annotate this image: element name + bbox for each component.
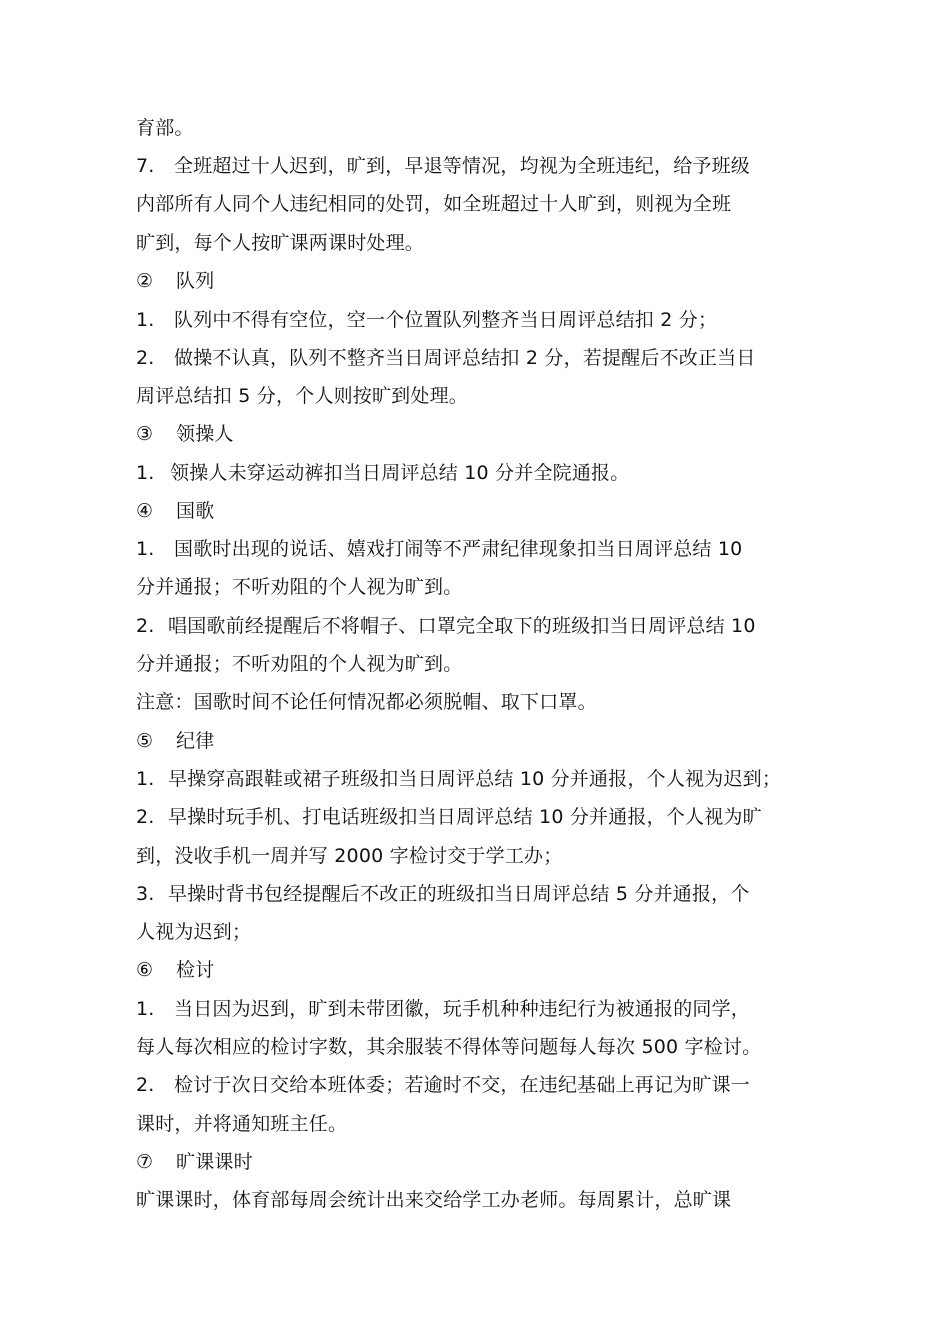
numbered-item bbox=[136, 881, 750, 907]
numbered-item bbox=[136, 804, 762, 830]
text-line bbox=[136, 115, 194, 141]
line-text: 当日因为迟到，旷到未带团徽，玩手机种种违纪行为被通报的同学， bbox=[174, 998, 751, 1020]
text-line bbox=[136, 843, 562, 869]
line-text: 旷课课时，体育部每周会统计出来交给学工办老师。每周累计，总旷课 bbox=[136, 1189, 732, 1211]
section-heading bbox=[136, 728, 214, 754]
item-number: 3. bbox=[136, 883, 155, 905]
section-heading bbox=[136, 498, 214, 524]
item-number: 2. bbox=[136, 806, 155, 828]
line-text: 旷到，每个人按旷课两课时处理。 bbox=[136, 232, 425, 254]
item-number: 1. bbox=[136, 998, 155, 1020]
text-line bbox=[136, 191, 731, 217]
section-title: 队列 bbox=[176, 270, 215, 292]
line-text: 做操不认真，队列不整齐当日周评总结扣 2 分，若提醒后不改正当日 bbox=[174, 347, 756, 369]
line-text: 队列中不得有空位，空一个位置队列整齐当日周评总结扣 2 分； bbox=[174, 309, 718, 331]
text-line bbox=[136, 1187, 731, 1213]
section-number: ④ bbox=[136, 500, 154, 522]
numbered-item bbox=[136, 996, 750, 1022]
section-heading bbox=[136, 421, 234, 447]
numbered-item bbox=[136, 1072, 750, 1098]
line-text: 育部。 bbox=[136, 117, 194, 139]
text-line bbox=[136, 651, 462, 677]
line-text: 分并通报；不听劝阻的个人视为旷到。 bbox=[136, 653, 463, 675]
text-line bbox=[136, 230, 424, 256]
text-line bbox=[136, 919, 251, 945]
section-number: ⑦ bbox=[136, 1151, 154, 1173]
section-title: 检讨 bbox=[176, 959, 215, 981]
text-line bbox=[136, 574, 462, 600]
line-text: 到，没收手机一周并写 2000 字检讨交于学工办； bbox=[136, 845, 563, 867]
line-text: 全班超过十人迟到，旷到，早退等情况，均视为全班违纪，给予班级 bbox=[174, 155, 751, 177]
line-text: 周评总结扣 5 分，个人则按旷到处理。 bbox=[136, 385, 468, 407]
line-text: 内部所有人同个人违纪相同的处罚，如全班超过十人旷到，则视为全班 bbox=[136, 193, 732, 215]
text-line bbox=[136, 1034, 761, 1060]
item-number: 1. bbox=[136, 309, 155, 331]
line-text: 国歌时出现的说话、嬉戏打闹等不严肃纪律现象扣当日周评总结 10 bbox=[174, 538, 743, 560]
line-text: 注意：国歌时间不论任何情况都必须脱帽、取下口罩。 bbox=[136, 691, 597, 713]
line-text: 早操时玩手机、打电话班级扣当日周评总结 10 分并通报，个人视为旷 bbox=[168, 806, 762, 828]
section-number: ② bbox=[136, 270, 154, 292]
item-number: 1. bbox=[136, 538, 155, 560]
line-text: 分并通报；不听劝阻的个人视为旷到。 bbox=[136, 576, 463, 598]
section-heading bbox=[136, 1149, 253, 1175]
line-text: 课时，并将通知班主任。 bbox=[136, 1113, 348, 1135]
item-number: 2. bbox=[136, 615, 155, 637]
item-number: 7. bbox=[136, 155, 155, 177]
section-heading bbox=[136, 957, 214, 983]
text-line bbox=[136, 1111, 347, 1137]
section-title: 领操人 bbox=[176, 423, 234, 445]
note-line bbox=[136, 689, 597, 715]
numbered-item bbox=[136, 766, 781, 792]
numbered-item bbox=[136, 613, 756, 639]
numbered-item bbox=[136, 536, 742, 562]
text-line bbox=[136, 383, 468, 409]
section-number: ③ bbox=[136, 423, 154, 445]
section-number: ⑥ bbox=[136, 959, 154, 981]
item-number: 1. bbox=[136, 462, 155, 484]
numbered-item bbox=[136, 307, 717, 333]
line-text: 早操穿高跟鞋或裙子班级扣当日周评总结 10 分并通报，个人视为迟到； bbox=[168, 768, 782, 790]
section-title: 国歌 bbox=[176, 500, 215, 522]
section-title: 纪律 bbox=[176, 730, 215, 752]
item-number: 1. bbox=[136, 768, 155, 790]
item-number: 2. bbox=[136, 1074, 155, 1096]
line-text: 早操时背书包经提醒后不改正的班级扣当日周评总结 5 分并通报，个 bbox=[168, 883, 750, 905]
line-text: 领操人未穿运动裤扣当日周评总结 10 分并全院通报。 bbox=[170, 462, 630, 484]
line-text: 检讨于次日交给本班体委；若逾时不交，在违纪基础上再记为旷课一 bbox=[174, 1074, 751, 1096]
line-text: 每人每次相应的检讨字数，其余服装不得体等问题每人每次 500 字检讨。 bbox=[136, 1036, 762, 1058]
numbered-item bbox=[136, 345, 756, 371]
section-heading bbox=[136, 268, 214, 294]
numbered-item bbox=[136, 153, 750, 179]
section-title: 旷课课时 bbox=[176, 1151, 253, 1173]
numbered-item bbox=[136, 460, 629, 486]
item-number: 2. bbox=[136, 347, 155, 369]
line-text: 人视为迟到； bbox=[136, 921, 252, 943]
line-text: 唱国歌前经提醒后不将帽子、口罩完全取下的班级扣当日周评总结 10 bbox=[168, 615, 756, 637]
section-number: ⑤ bbox=[136, 730, 154, 752]
